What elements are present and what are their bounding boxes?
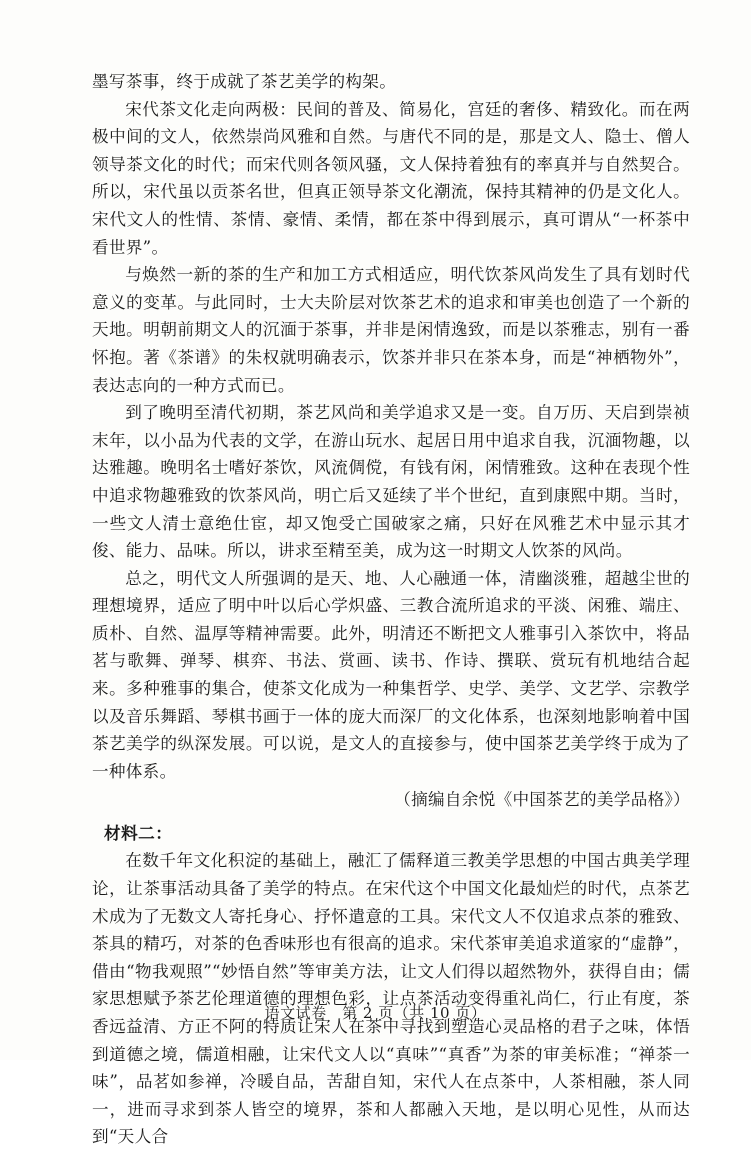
page-content bbox=[92, 68, 690, 1151]
paragraph-continuation: 墨写茶事，终于成就了茶艺美学的构架。 bbox=[92, 72, 397, 91]
page-footer: 语文试卷 第 2 页（共 10 页） bbox=[264, 1004, 487, 1022]
paragraph-summary: 总之，明代文人所强调的是天、地、人心融通一体，清幽淡雅，超越尘世的理想境界，适应了明中叶以后心学炽盛、三教合流所追求的平淡、闲雅、端庄、质朴、自然、温厚等精神需要。此外，明清还不断把文人雅事引入茶饮中，将品茗与歌舞、弹琴、棋弈、书法、赏画、读书、作诗、撰联、赏玩有机地结合起来。多种雅事的集合，使茶文化成为一种集哲学、史学、美学、文艺学、宗教学以及音乐舞蹈、琴棋书画于一体的庞大而深厂的文化体系，也深刻地影响着中国茶艺美学的纵深发展。可以说，是文人的直接参与，使中国茶艺美学终于成为了一种体系。 bbox=[92, 568, 690, 781]
paragraph-song-dynasty: 宋代茶文化走向两极：民间的普及、简易化，宫廷的奢侈、精致化。而在两极中间的文人，依然崇尚风雅和自然。与唐代不同的是，那是文人、隐士、僧人领导茶文化的时代；而宋代则各领风骚，文人保持着独有的率真并与自然契合。所以，宋代虽以贡茶名世，但真正领导茶文化潮流，保持其精神的仍是文化人。宋代文人的性情、茶情、豪情、柔情，都在茶中得到展示，真可谓从“一杯茶中看世界”。 bbox=[92, 99, 690, 257]
paragraph-late-ming: 到了晚明至清代初期，茶艺风尚和美学追求又是一变。自万历、天启到崇祯末年，以小品为代表的文学，在游山玩水、起居日用中追求自我，沉湎物趣，以达雅趣。晚明名士嗜好茶饮，风流倜傥，有钱有闲，闲情雅致。这种在表现个性中追求物趣雅致的饮茶风尚，明亡后又延续了半个世纪，直到康熙中期。当时，一些文人清士意绝仕宦，却又饱受亡国破家之痛，只好在风雅艺术中显示其才俊、能力、品味。所以，讲求至精至美，成为这一时期文人饮茶的风尚。 bbox=[92, 403, 690, 561]
section-title-material-two: 材料二： bbox=[104, 823, 173, 844]
source-citation: （摘编自余悦《中国茶艺的美学品格》） bbox=[394, 790, 690, 810]
paragraph-ming-dynasty: 与焕然一新的茶的生产和加工方式相适应，明代饮茶风尚发生了具有划时代意义的变革。与此同时，士大夫阶层对饮茶艺术的追求和审美也创造了一个新的天地。明朝前期文人的沉湎于茶事，并非是闲情逸致，而是以茶雅志，别有一番怀抱。著《茶谱》的朱权就明确表示，饮茶并非只在茶本身，而是“神栖物外”，表达志向的一种方式而已。 bbox=[92, 265, 690, 395]
paragraph-material-two: 在数千年文化积淀的基础上，融汇了儒释道三教美学思想的中国古典美学理论，让茶事活动具备了美学的特点。在宋代这个中国文化最灿烂的时代，点茶艺术成为了无数文人寄托身心、抒怀遣意的工具。宋代文人不仅追求点茶的雅致、茶具的精巧，对茶的色香味形也有很高的追求。宋代茶审美追求道家的“虚静”，借由“物我观照”“妙悟自然”等审美方法，让文人们得以超然物外，获得自由；儒家思想赋予茶艺伦理道德的理想色彩，让点茶活动变得重礼尚仁，行止有度，茶香远益清、方正不阿的特质让宋人在茶中寻找到塑造心灵品格的君子之味，体悟到道德之境，儒道相融，让宋代文人以“真味”“真香”为茶的审美标准；“禅茶一味”，品茗如参禅，冷暖自品，苦甜自知，宋代人在点茶中，人茶相融，茶人同一，进而寻求到茶人皆空的境界，茶和人都融入天地，是以明心见性，从而达到“天人合 bbox=[92, 851, 690, 1147]
